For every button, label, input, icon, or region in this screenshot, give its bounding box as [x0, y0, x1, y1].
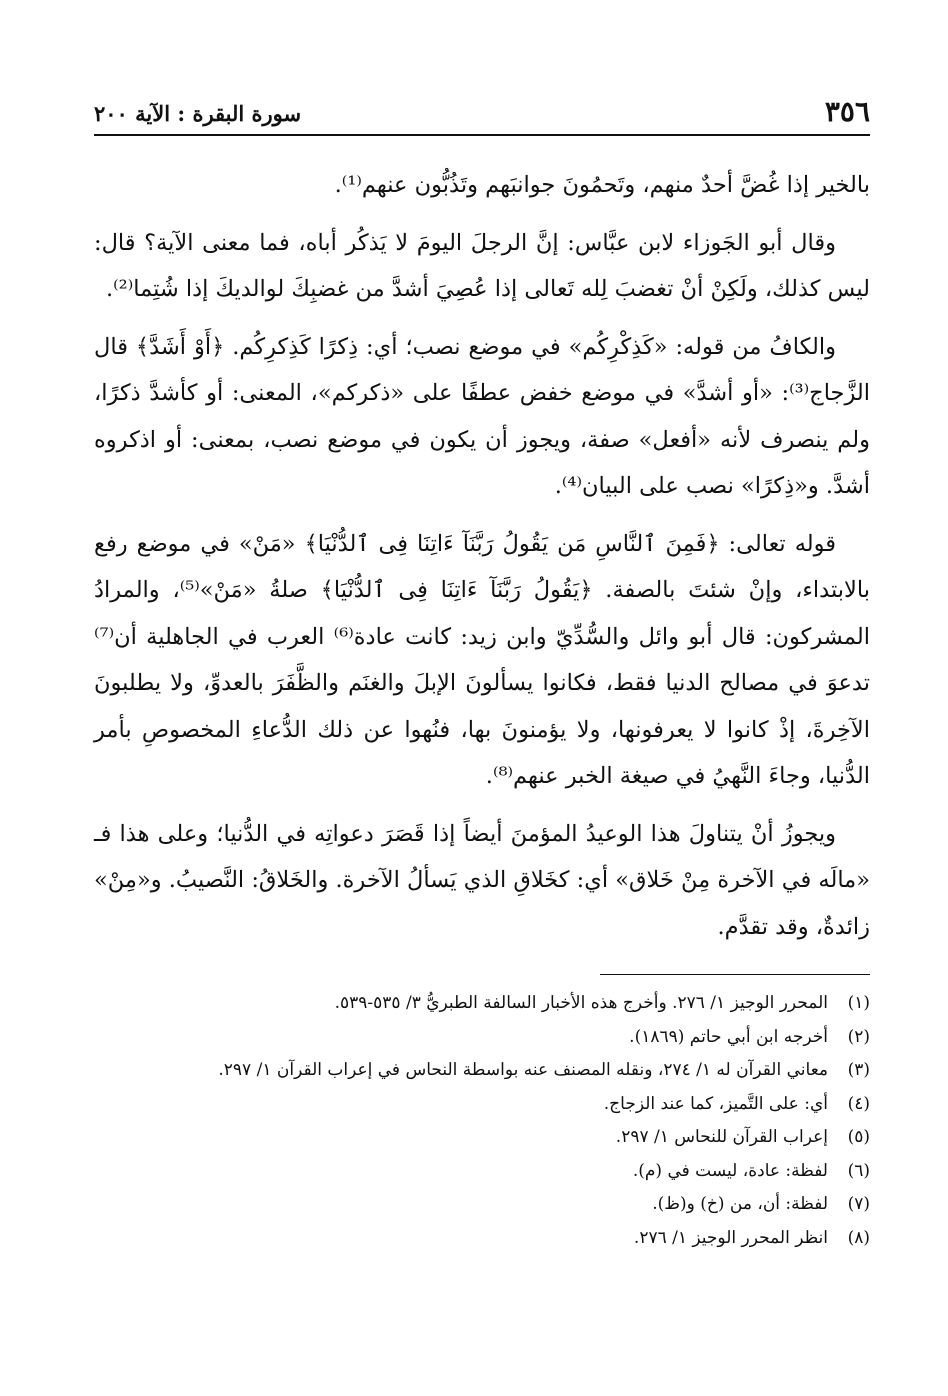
body-text	[94, 162, 870, 950]
footnote-text: لفظة: أن، من (خ) و(ظ).	[652, 1194, 828, 1214]
footnote-number: (٦)	[847, 1160, 870, 1181]
footnote-text: أخرجه ابن أبي حاتم (١٨٦٩).	[629, 1026, 828, 1047]
running-head	[94, 95, 870, 136]
footnotes	[94, 987, 870, 1255]
footnote-item	[94, 1088, 870, 1122]
footnote-text: أي: على التَّميز، كما عند الزجاج.	[603, 1093, 828, 1114]
footnote-item	[94, 1121, 870, 1155]
footnote-number: (٧)	[847, 1194, 870, 1214]
page-number: ٣٥٦	[824, 95, 870, 128]
footnote-item	[94, 987, 870, 1021]
footnote-number: (٥)	[847, 1127, 870, 1147]
footnote-item	[94, 1054, 870, 1088]
paragraph-4: قوله تعالى: ﴿فَمِنَ ٱلنَّاسِ مَن يَقُولُ رَبَّنَآ ءَاتِنَا فِى ٱلدُّنْيَا﴾ «مَنْ» في موضع رفع بالابتداء، وإنْ شئتَ بالصفة. ﴿يَقُولُ رَبَّنَآ ءَاتِنَا فِى ٱلدُّنْيَا﴾ صلةُ «مَنْ»⁽⁵⁾، والمرادُ المشركون: قال أبو وائل والسُّدِّيّ وابن زيد: كانت عادة⁽⁶⁾ العرب في الجاهلية أن⁽⁷⁾ تدعوَ في مصالح الدنيا فقط، فكانوا يسألونَ الإبلَ والغنَم والظَّفَرَ بالعدوِّ، ولا يطلبونَ الآخِرةَ، إذْ كانوا لا يعرفونها، ولا يؤمنونَ بها، فنُهوا عن ذلك الدُّعاءِ المخصوصِ بأمر الدُّنيا، وجاءَ النَّهيُ في صيغة الخبر عنهم⁽⁸⁾.	[94, 530, 870, 789]
footnote-divider	[600, 974, 870, 975]
paragraph-2: وقال أبو الجَوزاء لابن عبَّاس: إنَّ الرجلَ اليومَ لا يَذكُر أباه، فما معنى الآية؟ قال: ليس كذلك، ولَكِنْ أنْ تغضبَ لِله تَعالى إذا عُصِيَ أشدَّ من غضبِكَ لوالديكَ إذا شُتِما⁽²⁾.	[94, 229, 870, 302]
footnote-number: (٢)	[847, 1026, 870, 1047]
footnote-text: لفظة: عادة، ليست في (م).	[632, 1160, 828, 1181]
surah-verse-title: سورة البقرة : الآية ٢٠٠	[94, 101, 302, 126]
footnote-number: (٣)	[847, 1060, 870, 1080]
footnote-number: (٨)	[847, 1227, 870, 1248]
footnote-number: (٤)	[847, 1093, 870, 1114]
paragraph-5: ويجوزُ أنْ يتناولَ هذا الوعيدُ المؤمنَ أيضاً إذا قَصَرَ دعواتِه في الدُّنيا؛ وعلى هذا فـ «مالَه في الآخرة مِنْ خَلاق» أي: كخَلاقِ الذي يَسألُ الآخرة. والخَلاقُ: النَّصيبُ. و«مِنْ» زائدةٌ، وقد تقدَّم.	[94, 820, 870, 940]
paragraph-1: بالخير إذا غُضَّ أحدٌ منهم، وتَحمُونَ جوانبَهم وتَذُبُّون عنهم⁽¹⁾.	[334, 172, 870, 198]
footnote-number: (١)	[847, 993, 870, 1013]
footnote-item	[94, 1188, 870, 1222]
footnote-item	[94, 1021, 870, 1055]
footnote-text: إعراب القرآن للنحاس ١/ ٢٩٧.	[615, 1127, 828, 1147]
footnote-text: انظر المحرر الوجيز ١/ ٢٧٦.	[633, 1227, 828, 1248]
paragraph-3: والكافُ من قوله: «كَذِكْرِكُم» في موضع نصب؛ أي: ذِكرًا كَذِكرِكُم. ﴿أَوْ أَشَدَّ﴾ قال الزَّجاج⁽³⁾: «أو أشدَّ» في موضع خفض عطفًا على «ذكركم»، المعنى: أو كأشدَّ ذكرًا، ولم ينصرف لأنه «أفعل» صفة، ويجوز أن يكون في موضع نصب، بمعنى: أو اذكروه أشدَّ. و«ذِكرًا» نصب على البيان⁽⁴⁾.	[94, 333, 870, 499]
footnote-text: المحرر الوجيز ١/ ٢٧٦. وأخرج هذه الأخبار السالفة الطبريُّ ٣/ ٥٣٥-٥٣٩.	[334, 993, 828, 1013]
footnote-item	[94, 1222, 870, 1256]
footnote-text: معاني القرآن له ١/ ٢٧٤، ونقله المصنف عنه بواسطة النحاس في إعراب القرآن ١/ ٢٩٧.	[218, 1060, 828, 1080]
footnote-item	[94, 1155, 870, 1189]
